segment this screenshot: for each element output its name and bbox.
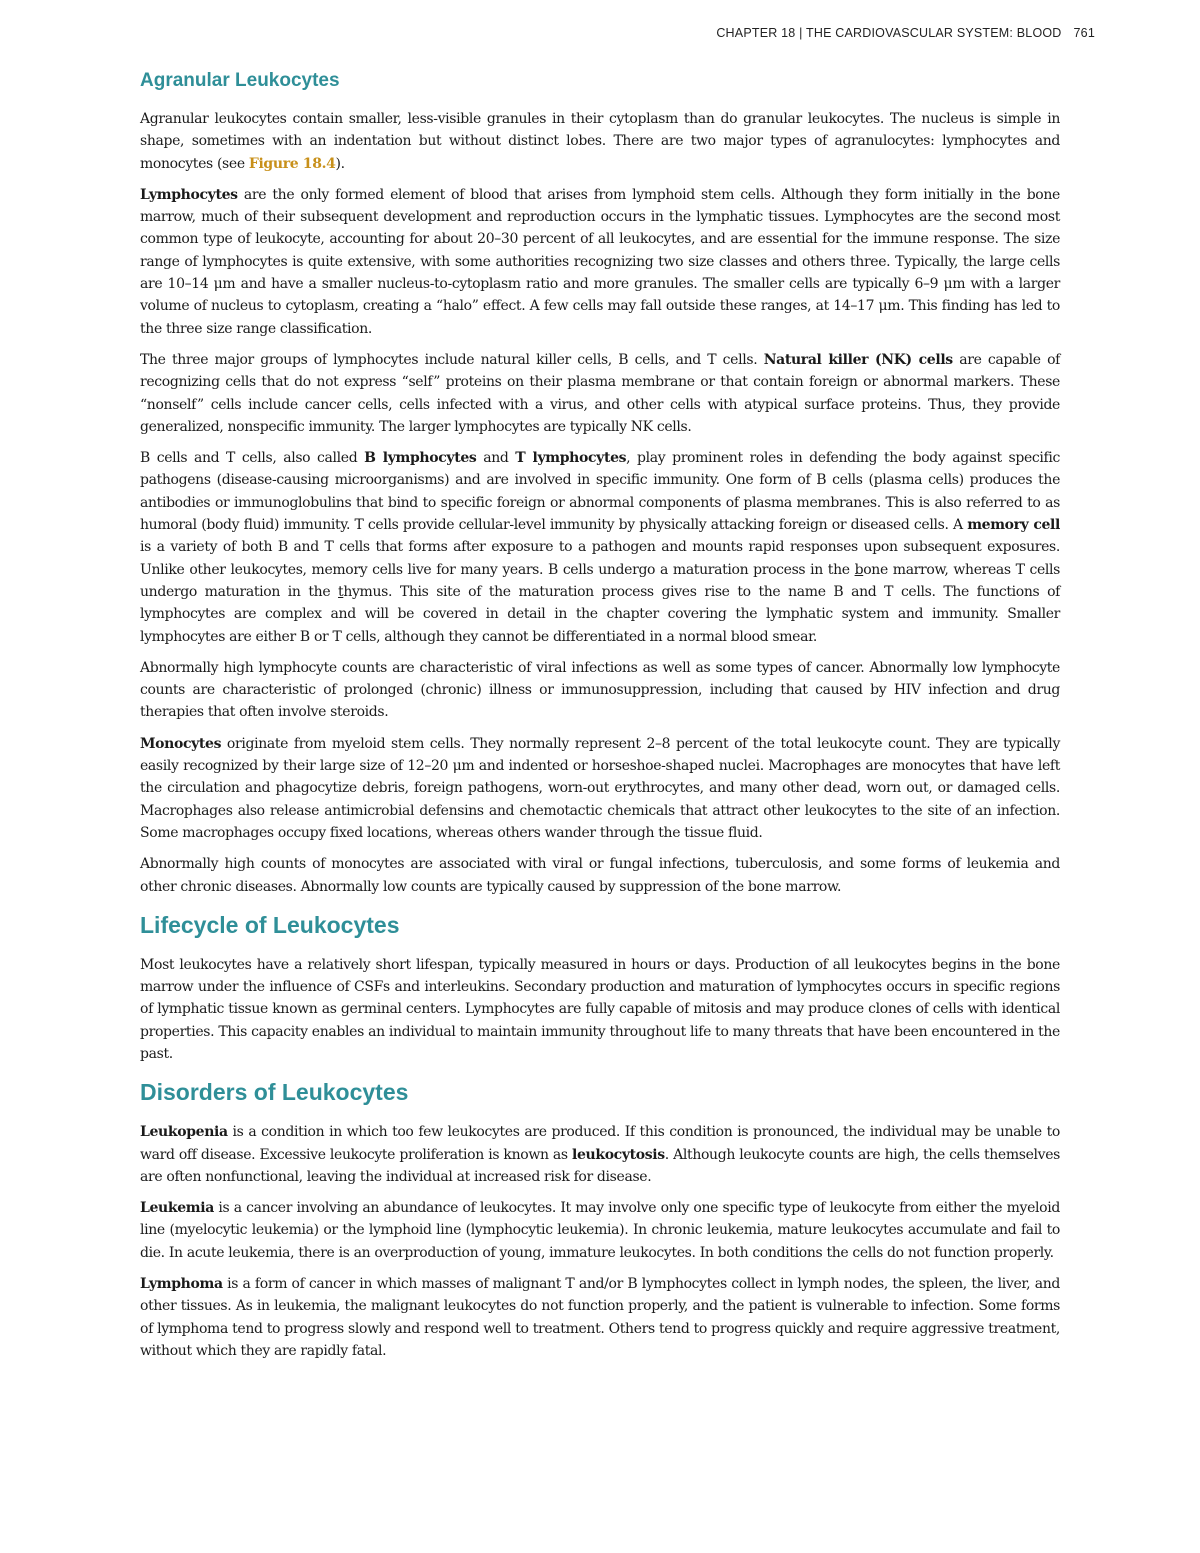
term-lymphoma: Lymphoma xyxy=(140,1276,223,1293)
term-b-lymphocytes: B lymphocytes xyxy=(364,450,477,467)
leukopenia-paragraph: Leukopenia is a condition in which too few leukocytes are produced. If this condition is pronounced, the individual may be unable to ward off disease. Excessive leukocyte proliferation is known as leukocytosis. Although leukocyte counts are high, the cells themselves are often nonfunctional, leaving the individual at increased risk for disease. xyxy=(140,1124,1060,1185)
term-leukopenia: Leukopenia xyxy=(140,1124,228,1141)
term-leukocytosis: leukocytosis xyxy=(571,1146,665,1163)
term-monocytes: Monocytes xyxy=(140,735,222,752)
term-nk-cells: Natural killer (NK) cells xyxy=(763,351,953,368)
figure-link[interactable]: Figure 18.4 xyxy=(248,155,336,172)
page-number: 761 xyxy=(1073,26,1095,40)
lifecycle-heading: Lifecycle of Leukocytes xyxy=(140,911,400,938)
lymphoma-paragraph: Lymphoma is a form of cancer in which masses of malignant T and/or B lymphocytes collect in lymph nodes, the spleen, the liver, and other tissues. As in leukemia, the malignant leukocytes do not function properly, and the patient is vulnerable to infection. Some forms of lymphoma tend to progress slowly and respond well to treatment. Others tend to progress quickly and require aggressive treatment, without which they are rapidly fatal. xyxy=(140,1276,1060,1359)
nk-cells-paragraph: The three major groups of lymphocytes include natural killer cells, B cells, and T cells. Natural killer (NK) cells are capable of recognizing cells that do not express “self” proteins on their plasma membrane or that contain foreign or abnormal markers. These “nonself” cells include cancer cells, cells infected with a virus, and other cells with atypical surface proteins. Thus, they provide generalized, nonspecific immunity. The larger lymphocytes are typically NK cells. xyxy=(140,351,1060,435)
agranular-intro-paragraph: Agranular leukocytes contain smaller, less-visible granules in their cytoplasm than do granular leukocytes. The nucleus is simple in shape, sometimes with an indentation but without distinct lobes. There are two major types of agranulocytes: lymphocytes and monocytes (see Figure 18.4). xyxy=(140,111,1060,172)
page-body xyxy=(140,0,1060,1371)
content xyxy=(140,0,1060,1362)
monocyte-counts-paragraph: Abnormally high counts of monocytes are associated with viral or fungal infections, tuberculosis, and some forms of leukemia and other chronic diseases. Abnormally low counts are typically caused by suppression of the bone marrow. xyxy=(140,856,1060,895)
lymphocytes-paragraph: Lymphocytes are the only formed element of blood that arises from lymphoid stem cells. Although they form initially in the bone marrow, much of their subsequent development and reproduction occurs in the lymphatic tissues. Lymphocytes are the second most common type of leukocyte, accounting for about 20–30 percent of all leukocytes, and are essential for the immune response. The size range of lymphocytes is quite extensive, with some authorities recognizing two size classes and others three. Typically, the large cells are 10–14 μm and have a smaller nucleus-to-cytoplasm ratio and more granules. The smaller cells are typically 6–9 μm with a larger volume of nucleus to cytoplasm, creating a “halo” effect. A few cells may fall outside these ranges, at 14–17 μm. This finding has led to the three size range classification. xyxy=(140,186,1060,337)
leukemia-paragraph: Leukemia is a cancer involving an abundance of leukocytes. It may involve only one specific type of leukocyte from either the myeloid line (myelocytic leukemia) or the lymphoid line (lymphocytic leukemia). In chronic leukemia, mature leukocytes accumulate and fail to die. In acute leukemia, there is an overproduction of young, immature leukocytes. In both conditions the cells do not function properly. xyxy=(140,1200,1060,1261)
term-lymphocytes: Lymphocytes xyxy=(140,186,238,203)
monocytes-paragraph: Monocytes originate from myeloid stem cells. They normally represent 2–8 percent of the total leukocyte count. They are typically easily recognized by their large size of 12–20 μm and indented or horseshoe-shaped nuclei. Macrophages are monocytes that have left the circulation and phagocytize debris, foreign pathogens, worn-out erythrocytes, and many other dead, worn out, or damaged cells. Macrophages also release antimicrobial defensins and chemotactic chemicals that attract other leukocytes to the site of an infection. Some macrophages occupy fixed locations, whereas others wander through the tissue fluid. xyxy=(140,735,1060,841)
b-t-cells-paragraph: B cells and T cells, also called B lymphocytes and T lymphocytes, play prominent roles in defending the body against specific pathogens (disease-causing microorganisms) and are involved in specific immunity. One form of B cells (plasma cells) produces the antibodies or immunoglobulins that bind to specific foreign or abnormal components of plasma membranes. This is also referred to as humoral (body fluid) immunity. T cells provide cellular-level immunity by physically attacking foreign or diseased cells. A memory cell is a variety of both B and T cells that forms after exposure to a pathogen and mounts rapid responses upon subsequent exposures. Unlike other leukocytes, memory cells live for many years. B cells undergo a maturation process in the bone marrow, whereas T cells undergo maturation in the thymus. This site of the maturation process gives rise to the name B and T cells. The functions of lymphocytes are complex and will be covered in detail in the chapter covering the lymphatic system and immunity. Smaller lymphocytes are either B or T cells, although they cannot be differentiated in a normal blood smear. xyxy=(140,450,1061,645)
term-memory-cell: memory cell xyxy=(967,517,1060,534)
disorders-heading: Disorders of Leukocytes xyxy=(140,1079,409,1106)
term-t-lymphocytes: T lymphocytes xyxy=(515,450,627,467)
chapter-title: CHAPTER 18 | THE CARDIOVASCULAR SYSTEM: BLOOD xyxy=(716,26,1062,40)
lifecycle-paragraph: Most leukocytes have a relatively short lifespan, typically measured in hours or days. Production of all leukocytes begins in the bone marrow under the influence of CSFs and interleukins. Secondary production and maturation of lymphocytes occurs in specific regions of lymphatic tissue known as germinal centers. Lymphocytes are fully capable of mitosis and may produce clones of cells with identical properties. This capacity enables an individual to maintain immunity throughout life to many threats that have been encountered in the past. xyxy=(140,956,1060,1062)
agranular-heading: Agranular Leukocytes xyxy=(140,70,340,91)
term-leukemia: Leukemia xyxy=(140,1200,214,1217)
lymphocyte-counts-paragraph: Abnormally high lymphocyte counts are characteristic of viral infections as well as some types of cancer. Abnormally low lymphocyte counts are characteristic of prolonged (chronic) illness or immunosuppression, including that caused by HIV infection and drug therapies that often involve steroids. xyxy=(140,659,1060,721)
